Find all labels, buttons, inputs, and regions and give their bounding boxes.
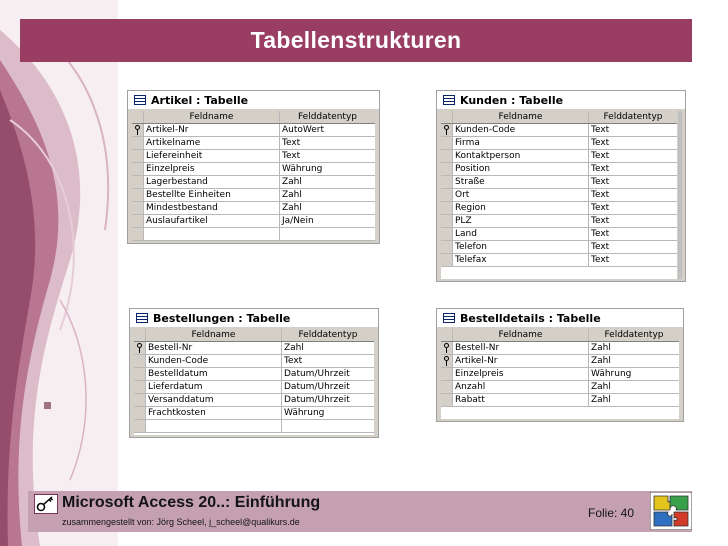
- table-row[interactable]: [132, 163, 375, 176]
- field-grid[interactable]: [441, 111, 677, 279]
- field-name-cell[interactable]: PLZ: [453, 215, 589, 227]
- field-name-cell[interactable]: Mindestbestand: [144, 202, 280, 214]
- field-type-cell[interactable]: Währung: [284, 408, 325, 418]
- field-grid[interactable]: [441, 329, 679, 419]
- slide-title: Tabellenstrukturen: [250, 27, 462, 53]
- row-selector[interactable]: [132, 124, 144, 136]
- field-type-cell[interactable]: Zahl: [284, 343, 304, 353]
- field-name-cell[interactable]: Artikel-Nr: [453, 355, 589, 367]
- field-name-cell[interactable]: Ort: [453, 189, 589, 201]
- table-row[interactable]: [441, 202, 677, 215]
- row-selector[interactable]: [134, 394, 146, 406]
- field-name-cell[interactable]: Einzelpreis: [453, 368, 589, 380]
- field-type-cell[interactable]: [280, 228, 375, 240]
- window-title-bar[interactable]: [130, 309, 378, 327]
- field-name-cell[interactable]: [146, 420, 282, 432]
- row-selector[interactable]: [441, 228, 453, 240]
- table-row[interactable]: [441, 124, 677, 137]
- column-header-felddatentyp: Felddatentyp: [297, 112, 357, 122]
- table-row[interactable]: [134, 381, 374, 394]
- decorative-swirl: [0, 0, 118, 546]
- field-type-cell[interactable]: Text: [282, 138, 301, 148]
- field-type-cell[interactable]: Text: [591, 255, 610, 265]
- table-icon: [443, 313, 455, 323]
- field-name-cell[interactable]: Artikelname: [144, 137, 280, 149]
- puzzle-icon: [650, 492, 692, 530]
- row-selector[interactable]: [441, 215, 453, 227]
- field-type-cell[interactable]: Text: [591, 164, 610, 174]
- field-type-cell[interactable]: AutoWert: [282, 125, 325, 135]
- footer-subtitle: zusammengestellt von: Jörg Scheel, j_scheel@qualikurs.de: [62, 517, 300, 527]
- column-header-felddatentyp: Felddatentyp: [604, 330, 664, 340]
- row-selector[interactable]: [132, 150, 144, 162]
- field-type-cell[interactable]: Text: [591, 177, 610, 187]
- row-selector[interactable]: [441, 189, 453, 201]
- field-name-cell[interactable]: Lagerbestand: [144, 176, 280, 188]
- vertical-scrollbar[interactable]: [678, 111, 682, 279]
- key-icon: [34, 494, 58, 514]
- field-type-cell[interactable]: Zahl: [282, 190, 302, 200]
- window-title: Kunden : Tabelle: [460, 93, 564, 107]
- field-type-cell[interactable]: Text: [284, 356, 303, 366]
- primary-key-icon: [443, 343, 451, 353]
- field-name-cell[interactable]: Artikel-Nr: [144, 124, 280, 136]
- row-selector[interactable]: [441, 342, 453, 354]
- row-selector[interactable]: [132, 215, 144, 227]
- field-type-cell[interactable]: Zahl: [591, 382, 611, 392]
- column-header-felddatentyp: Felddatentyp: [603, 112, 663, 122]
- field-type-cell[interactable]: Text: [591, 216, 610, 226]
- field-grid[interactable]: [134, 329, 374, 435]
- row-selector[interactable]: [132, 137, 144, 149]
- table-window-bestelldetails[interactable]: [436, 308, 684, 422]
- table-icon: [136, 313, 148, 323]
- primary-key-icon: [134, 125, 142, 135]
- table-icon: [443, 95, 455, 105]
- window-title: Bestelldetails : Tabelle: [460, 311, 601, 325]
- field-name-cell[interactable]: Straße: [453, 176, 589, 188]
- table-row[interactable]: [441, 176, 677, 189]
- grid-header: [441, 111, 677, 124]
- table-row[interactable]: [441, 163, 677, 176]
- field-name-cell[interactable]: Kontaktperson: [453, 150, 589, 162]
- field-name-cell[interactable]: Bestelldatum: [146, 368, 282, 380]
- field-name-cell[interactable]: Einzelpreis: [144, 163, 280, 175]
- primary-key-icon: [136, 343, 144, 353]
- field-name-cell[interactable]: Position: [453, 163, 589, 175]
- table-row[interactable]: [441, 368, 679, 381]
- row-selector[interactable]: [441, 254, 453, 266]
- field-type-cell[interactable]: Text: [591, 138, 610, 148]
- table-row[interactable]: [134, 368, 374, 381]
- grid-header: [134, 329, 374, 342]
- column-header-feldname: Feldname: [453, 329, 589, 341]
- field-grid[interactable]: [132, 111, 375, 241]
- table-row[interactable]: [134, 394, 374, 407]
- window-title: Artikel : Tabelle: [151, 93, 249, 107]
- row-selector[interactable]: [132, 228, 144, 240]
- row-selector[interactable]: [441, 355, 453, 367]
- field-name-cell[interactable]: Region: [453, 202, 589, 214]
- column-header-feldname: Feldname: [453, 111, 589, 123]
- field-name-cell[interactable]: Rabatt: [453, 394, 589, 406]
- table-row[interactable]: [441, 137, 677, 150]
- column-header-feldname: Feldname: [144, 111, 280, 123]
- row-selector[interactable]: [134, 407, 146, 419]
- table-row[interactable]: [132, 202, 375, 215]
- row-selector[interactable]: [132, 163, 144, 175]
- table-row[interactable]: [441, 189, 677, 202]
- slide-number: Folie: 40: [588, 506, 635, 520]
- field-type-cell[interactable]: Zahl: [591, 356, 611, 366]
- table-row[interactable]: [134, 342, 374, 355]
- field-name-cell[interactable]: Anzahl: [453, 381, 589, 393]
- window-title-bar[interactable]: [437, 309, 683, 327]
- field-name-cell[interactable]: [144, 228, 280, 240]
- field-name-cell[interactable]: Telefax: [453, 254, 589, 266]
- field-type-cell[interactable]: Text: [591, 229, 610, 239]
- table-row[interactable]: [441, 342, 679, 355]
- row-selector[interactable]: [441, 150, 453, 162]
- field-name-cell[interactable]: Kunden-Code: [146, 355, 282, 367]
- decorative-dot: [44, 402, 51, 409]
- table-row[interactable]: [132, 176, 375, 189]
- field-type-cell[interactable]: Text: [591, 242, 610, 252]
- row-selector[interactable]: [134, 381, 146, 393]
- field-name-cell[interactable]: Firma: [453, 137, 589, 149]
- field-name-cell[interactable]: Frachtkosten: [146, 407, 282, 419]
- row-selector[interactable]: [132, 176, 144, 188]
- row-selector[interactable]: [441, 368, 453, 380]
- table-row[interactable]: [441, 254, 677, 267]
- grid-header: [441, 329, 679, 342]
- field-type-cell[interactable]: Zahl: [591, 395, 611, 405]
- field-type-cell[interactable]: Ja/Nein: [282, 216, 314, 226]
- table-row[interactable]: [132, 137, 375, 150]
- table-window-artikel[interactable]: [127, 90, 380, 244]
- table-row[interactable]: [134, 420, 374, 433]
- table-row[interactable]: [441, 394, 679, 407]
- table-row[interactable]: [132, 124, 375, 137]
- field-name-cell[interactable]: Liefereinheit: [144, 150, 280, 162]
- row-selector[interactable]: [441, 137, 453, 149]
- primary-key-icon: [443, 356, 451, 366]
- field-name-cell[interactable]: Bestellte Einheiten: [144, 189, 280, 201]
- field-type-cell[interactable]: Text: [591, 151, 610, 161]
- row-selector[interactable]: [134, 368, 146, 380]
- field-type-cell[interactable]: Datum/Uhrzeit: [284, 369, 350, 379]
- table-window-bestellungen[interactable]: [129, 308, 379, 438]
- row-selector[interactable]: [441, 124, 453, 136]
- table-row[interactable]: [132, 189, 375, 202]
- row-selector[interactable]: [134, 420, 146, 432]
- table-row[interactable]: [441, 355, 679, 368]
- row-selector[interactable]: [441, 176, 453, 188]
- field-type-cell[interactable]: Währung: [591, 369, 632, 379]
- row-selector[interactable]: [441, 394, 453, 406]
- field-type-cell[interactable]: Datum/Uhrzeit: [284, 395, 350, 405]
- field-name-cell[interactable]: Land: [453, 228, 589, 240]
- field-type-cell[interactable]: Text: [591, 203, 610, 213]
- field-name-cell[interactable]: Bestell-Nr: [146, 342, 282, 354]
- table-row[interactable]: [441, 215, 677, 228]
- window-title: Bestellungen : Tabelle: [153, 311, 291, 325]
- field-name-cell[interactable]: Lieferdatum: [146, 381, 282, 393]
- field-type-cell[interactable]: Zahl: [591, 343, 611, 353]
- field-type-cell[interactable]: Währung: [282, 164, 323, 174]
- field-type-cell[interactable]: Text: [591, 190, 610, 200]
- table-row[interactable]: [132, 150, 375, 163]
- window-title-bar[interactable]: [437, 91, 685, 109]
- table-row[interactable]: [441, 228, 677, 241]
- slide-title-bar: [20, 19, 692, 62]
- row-selector[interactable]: [441, 202, 453, 214]
- table-row[interactable]: [441, 241, 677, 254]
- table-icon: [134, 95, 146, 105]
- column-header-felddatentyp: Felddatentyp: [298, 330, 358, 340]
- row-selector[interactable]: [441, 163, 453, 175]
- row-selector[interactable]: [134, 355, 146, 367]
- field-type-cell[interactable]: [282, 420, 374, 432]
- field-type-cell[interactable]: Text: [282, 151, 301, 161]
- row-selector[interactable]: [132, 189, 144, 201]
- table-row[interactable]: [132, 228, 375, 241]
- field-name-cell[interactable]: Versanddatum: [146, 394, 282, 406]
- field-name-cell[interactable]: Telefon: [453, 241, 589, 253]
- field-type-cell[interactable]: Text: [591, 125, 610, 135]
- column-header-feldname: Feldname: [146, 329, 282, 341]
- primary-key-icon: [443, 125, 451, 135]
- field-type-cell[interactable]: Zahl: [282, 203, 302, 213]
- table-row[interactable]: [441, 381, 679, 394]
- field-name-cell[interactable]: Auslaufartikel: [144, 215, 280, 227]
- field-type-cell[interactable]: Datum/Uhrzeit: [284, 382, 350, 392]
- table-row[interactable]: [132, 215, 375, 228]
- table-row[interactable]: [134, 355, 374, 368]
- window-title-bar[interactable]: [128, 91, 379, 109]
- field-type-cell[interactable]: Zahl: [282, 177, 302, 187]
- table-window-kunden[interactable]: [436, 90, 686, 282]
- footer-title: Microsoft Access 20..: Einführung: [62, 494, 321, 511]
- field-name-cell[interactable]: Kunden-Code: [453, 124, 589, 136]
- field-name-cell[interactable]: Bestell-Nr: [453, 342, 589, 354]
- row-selector[interactable]: [441, 241, 453, 253]
- table-row[interactable]: [134, 407, 374, 420]
- grid-header: [132, 111, 375, 124]
- row-selector[interactable]: [134, 342, 146, 354]
- row-selector[interactable]: [132, 202, 144, 214]
- row-selector[interactable]: [441, 381, 453, 393]
- table-row[interactable]: [441, 150, 677, 163]
